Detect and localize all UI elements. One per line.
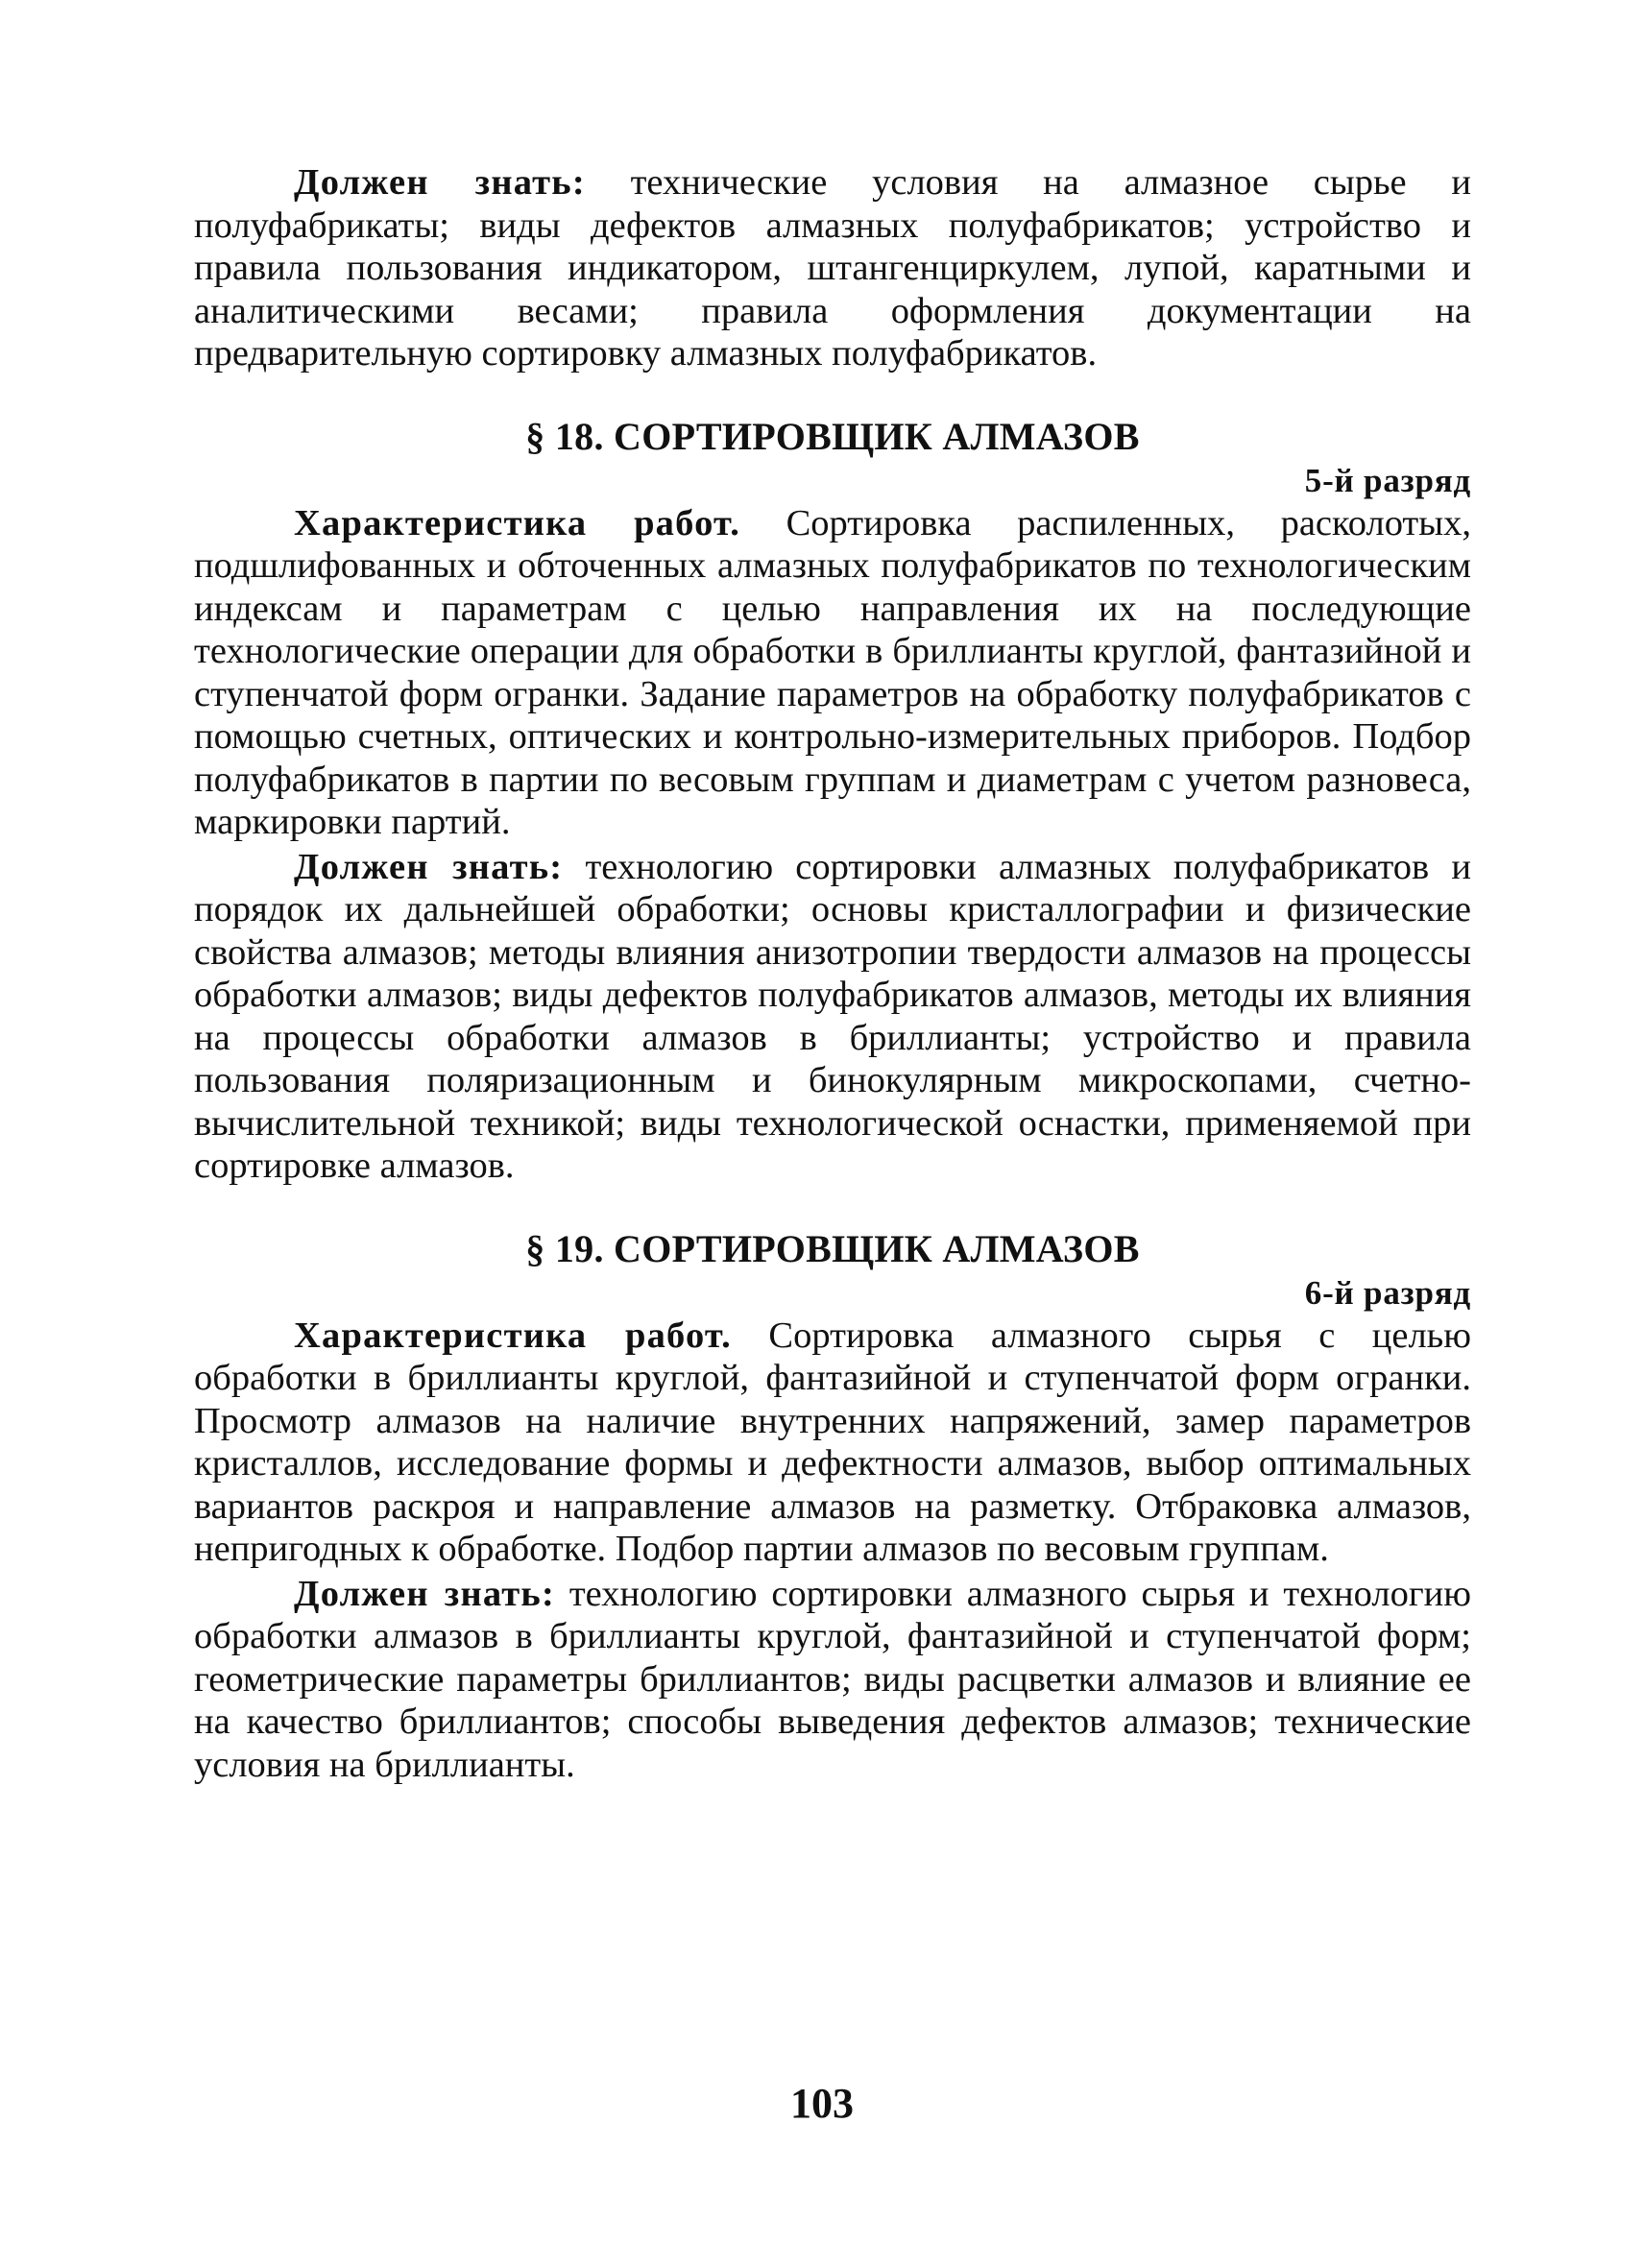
- knowledge-lead: Должен знать:: [294, 1573, 555, 1614]
- intro-paragraph: [194, 161, 1471, 375]
- knowledge-lead: Должен знать:: [294, 846, 564, 887]
- characteristics-lead: Характеристика работ.: [294, 1315, 732, 1356]
- knowledge-text: технологию сортировки алмазных полуфабрикатов и порядок их дальнейшей обработки; основы кристаллографии и физические свойства алмазов; методы влияния анизотропии твердости алмазов на процессы обработки алмазов; виды дефектов полуфабрикатов алмазов, методы их влияния на процессы обработки алмазов в бриллианты; устройство и правила пользования поляризационным и бинокулярным микроскопами, счетно-вычислительной техникой; виды технологической оснастки, применяемой при сортировке алмазов.: [194, 846, 1471, 1186]
- knowledge-text: технологию сортировки алмазного сырья и технологию обработки алмазов в бриллианты круглой, фантазийной и ступенчатой форм; геометрические параметры бриллиантов; виды расцветки алмазов и влияние ее на качество бриллиантов; способы выведения дефектов алмазов; технические условия на бриллианты.: [194, 1573, 1471, 1785]
- knowledge-text: технические условия на алмазное сырье и полуфабрикаты; виды дефектов алмазных полуфабрикатов; устройство и правила пользования индикатором, штангенциркулем, лупой, каратными и аналитическими весами; правила оформления документации на предварительную сортировку алмазных полуфабрикатов.: [194, 162, 1471, 374]
- section-18-heading: § 18. СОРТИРОВЩИК АЛМАЗОВ: [525, 414, 1140, 458]
- characteristics-text: Сортировка алмазного сырья с целью обработки в бриллианты круглой, фантазийной и ступенчатой форм огранки. Просмотр алмазов на наличие внутренних напряжений, замер параметров кристаллов, исследование формы и дефектности алмазов, выбор оптимальных вариантов раскроя и направление алмазов на разметку. Отбраковка алмазов, непригодных к обработке. Подбор партии алмазов по весовым группам.: [194, 1315, 1471, 1569]
- page-number: 103: [790, 2080, 854, 2127]
- section-19-heading: § 19. СОРТИРОВЩИК АЛМАЗОВ: [525, 1226, 1140, 1270]
- characteristics-lead: Характеристика работ.: [294, 502, 741, 543]
- document-page: [194, 161, 1471, 1786]
- section-19-knowledge: [194, 1573, 1471, 1787]
- characteristics-text: Сортировка распиленных, расколотых, подшлифованных и обточенных алмазных полуфабрикатов по технологическим индексам и параметрам с целью направления их на последующие технологические операции для обработки в бриллианты круглой, фантазийной и ступенчатой форм огранки. Задание параметров на обработку полуфабрикатов с помощью счетных, оптических и контрольно-измерительных приборов. Подбор полуфабрикатов в партии по весовым группам и диаметрам с учетом разновеса, маркировки партий.: [194, 502, 1472, 842]
- knowledge-lead: Должен знать:: [294, 162, 586, 203]
- section-18-characteristics: [194, 502, 1471, 844]
- section-19-rank: 6-й разряд: [1304, 1273, 1471, 1312]
- section-18-knowledge: [194, 846, 1471, 1188]
- section-19-characteristics: [194, 1315, 1471, 1571]
- section-18-rank: 5-й разряд: [1304, 461, 1471, 499]
